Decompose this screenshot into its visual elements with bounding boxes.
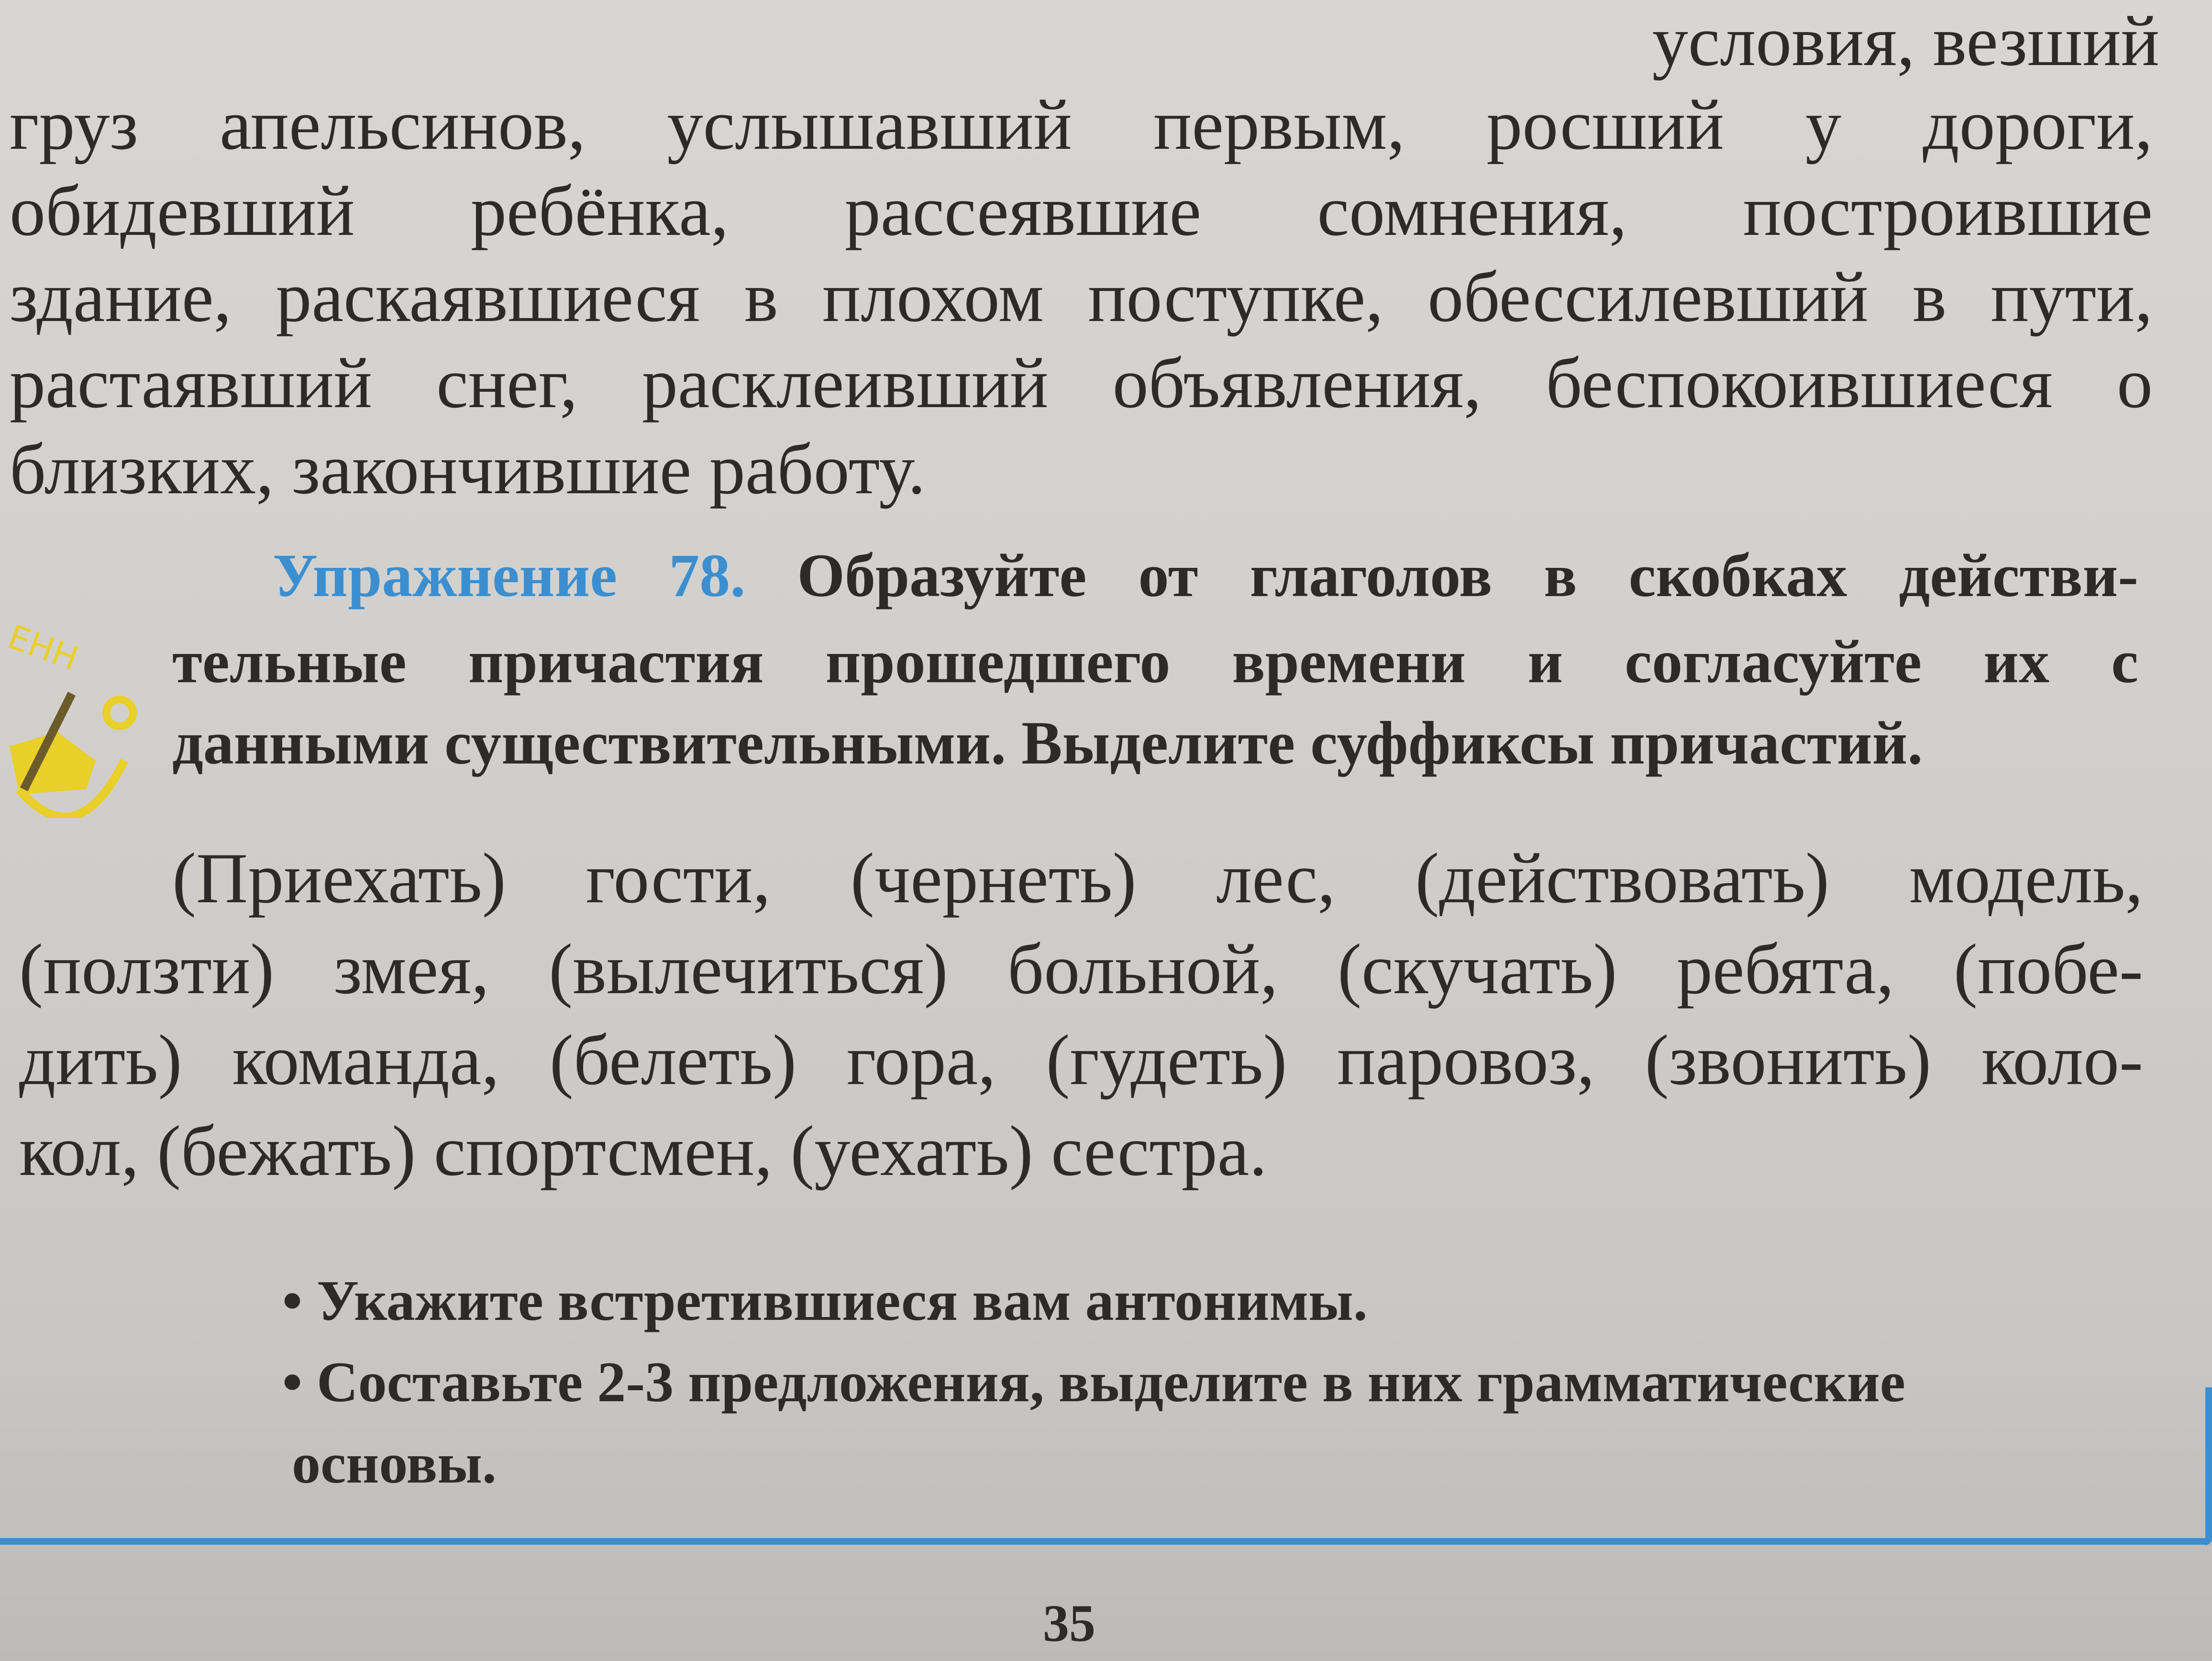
page-number: 35 — [1043, 1594, 1095, 1652]
text-line: груз апельсинов, услышавший первым, росший у дороги, — [10, 85, 2153, 165]
exercise-heading — [273, 541, 2138, 611]
written-exercise-logo-icon — [0, 588, 144, 818]
text-line: близких, закончившие работу. — [10, 430, 926, 509]
task-line: (Приехать) гости, (чернеть) лес, (действовать) модель, — [172, 839, 2143, 918]
text-line: здание, раскаявшиеся в плохом поступке, обессилевший в пути, — [10, 257, 2153, 337]
task-line: дить) команда, (белеть) гора, (гудеть) паровоз, (звонить) коло- — [19, 1020, 2143, 1100]
instruction-line: данными существительными. Выделите суффиксы причастий. — [172, 709, 1923, 777]
bullet-item: основы. — [292, 1431, 497, 1495]
task-line: (ползти) змея, (вылечиться) больной, (скучать) ребята, (побе- — [19, 930, 2143, 1009]
exercise-frame-side — [2205, 1387, 2212, 1545]
instruction-line: Образуйте от глаголов в скобках действи- — [797, 542, 2139, 609]
bullet-item: • Укажите встретившиеся вам антонимы. — [282, 1269, 1368, 1332]
instruction-line: тельные причастия прошедшего времени и согласуйте их с — [172, 628, 2138, 696]
exercise-label: Упражнение 78. — [273, 542, 746, 609]
exercise-frame-border — [0, 1538, 2212, 1545]
partial-top-line: условия, везший — [1652, 1, 2159, 81]
task-line: кол, (бежать) спортсмен, (уехать) сестра. — [19, 1111, 1267, 1191]
bullet-item: • Составьте 2-3 предложения, выделите в них грамматические — [282, 1350, 1905, 1414]
svg-text:ЕНН: ЕНН — [2, 617, 84, 679]
text-line: обидевший ребёнка, рассеявшие сомнения, построившие — [10, 171, 2153, 251]
text-line: растаявший снег, расклеивший объявления, беспокоившиеся о — [10, 343, 2153, 423]
